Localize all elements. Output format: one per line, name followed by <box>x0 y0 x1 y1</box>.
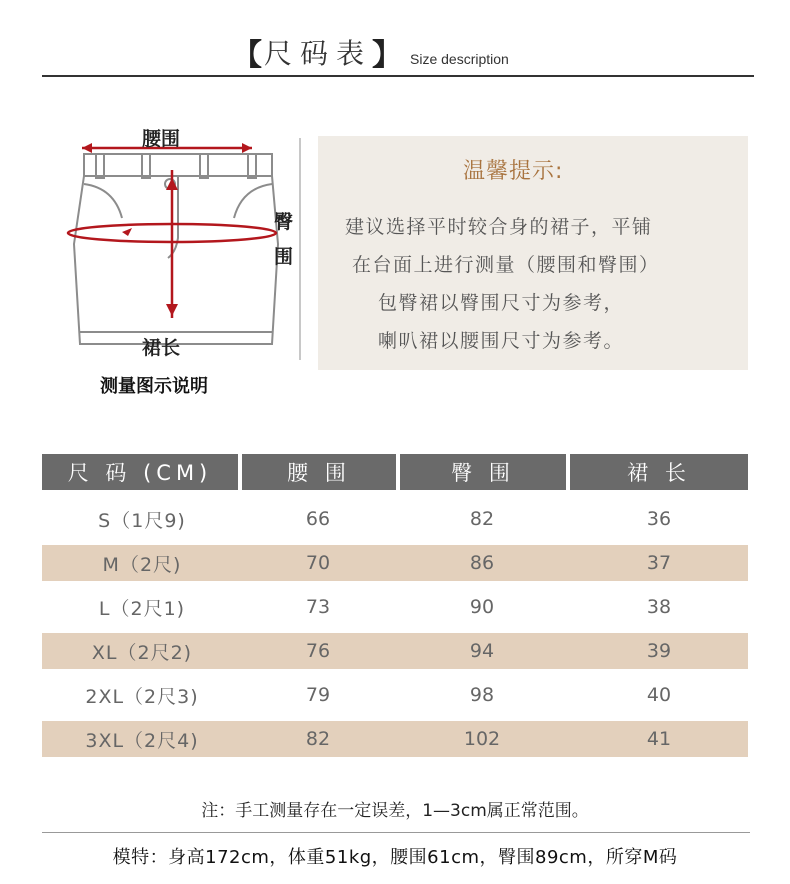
tips-title: 温馨提示: <box>463 159 564 184</box>
cell-waist: 76 <box>305 640 331 662</box>
table-row <box>42 545 748 581</box>
cell-size: 3XL（2尺4) <box>85 729 199 752</box>
table-row <box>42 501 748 537</box>
header-bracket-right: 】 <box>372 38 402 73</box>
label-length: 裙长 <box>142 337 181 359</box>
table-header-hip: 臀 围 <box>400 454 566 490</box>
tips-line: 包臀裙以臀围尺寸为参考， <box>378 292 625 314</box>
model-info: 模特：身高172cm，体重51kg，腰围61cm，臀围89cm，所穿M码 <box>112 847 678 868</box>
page-title: 尺码表 <box>264 37 373 70</box>
tips-line: 建议选择平时较合身的裙子，平铺 <box>345 216 653 238</box>
cell-waist: 73 <box>305 596 331 618</box>
cell-size: S（1尺9) <box>98 509 186 532</box>
table-header-size: 尺 码 (CM) <box>42 454 238 490</box>
skirt-measurement-diagram <box>60 118 310 398</box>
measurement-note: 注：手工测量存在一定误差，1—3cm属正常范围。 <box>201 801 589 821</box>
diagram-caption: 测量图示说明 <box>100 376 208 397</box>
header-bracket-left: 【 <box>232 38 262 73</box>
cell-size: M（2尺) <box>102 553 182 576</box>
cell-length: 39 <box>646 640 672 662</box>
cell-length: 38 <box>646 596 672 618</box>
label-hip-top: 臀 <box>274 211 294 233</box>
table-row <box>42 721 748 757</box>
cell-hip: 102 <box>463 728 501 750</box>
table-row <box>42 677 748 713</box>
table-row <box>42 633 748 669</box>
label-waist: 腰围 <box>142 128 181 150</box>
cell-waist: 70 <box>305 552 331 574</box>
cell-hip: 90 <box>469 596 495 618</box>
table-row <box>42 589 748 625</box>
cell-size: 2XL（2尺3) <box>85 685 199 708</box>
cell-length: 37 <box>646 552 672 574</box>
cell-size: L（2尺1) <box>98 597 186 620</box>
skirt-sketch-icon <box>60 118 310 398</box>
cell-waist: 66 <box>305 508 331 530</box>
cell-waist: 82 <box>305 728 331 750</box>
cell-size: XL（2尺2) <box>91 641 193 664</box>
cell-waist: 79 <box>305 684 331 706</box>
table-header-waist: 腰 围 <box>242 454 396 490</box>
cell-hip: 86 <box>469 552 495 574</box>
page-subtitle: Size description <box>410 51 509 67</box>
tips-line: 在台面上进行测量（腰围和臀围） <box>352 254 660 276</box>
cell-hip: 98 <box>469 684 495 706</box>
cell-length: 41 <box>646 728 672 750</box>
label-hip-bottom: 围 <box>274 246 294 268</box>
tips-line: 喇叭裙以腰围尺寸为参考。 <box>378 330 625 352</box>
cell-length: 40 <box>646 684 672 706</box>
header-divider <box>42 75 754 77</box>
cell-length: 36 <box>646 508 672 530</box>
table-header-length: 裙 长 <box>570 454 748 490</box>
cell-hip: 94 <box>469 640 495 662</box>
footer-divider <box>42 832 750 833</box>
cell-hip: 82 <box>469 508 495 530</box>
